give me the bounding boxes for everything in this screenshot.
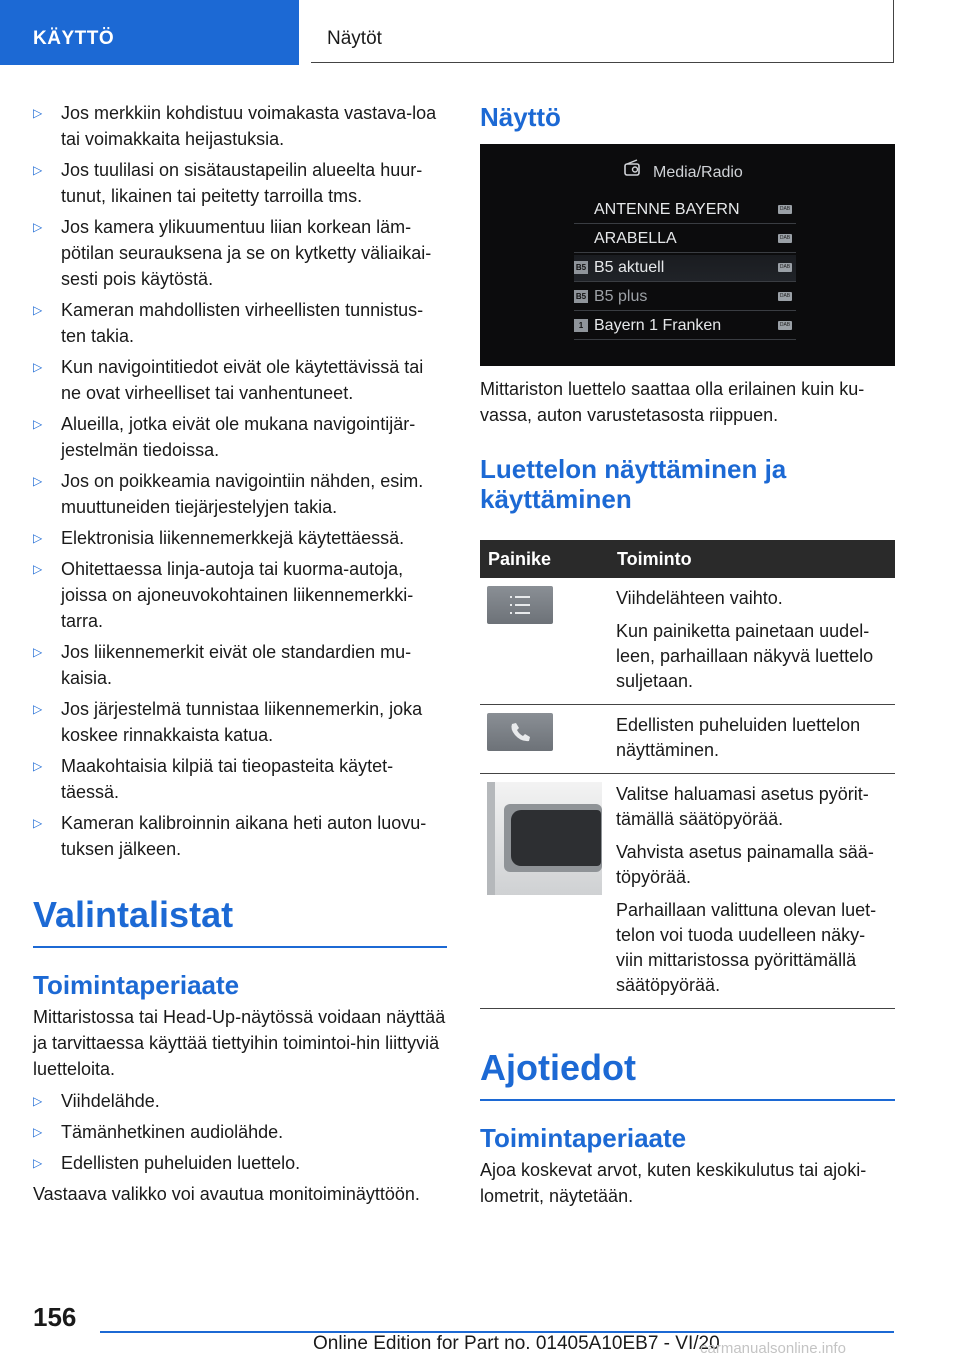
list-item [33,157,447,209]
station-label: Bayern 1 Franken [594,317,722,334]
bullet-triangle-icon: ▷ [33,645,43,659]
bullet-list-limitations [33,100,447,862]
outro-paragraph: Vastaava valikko voi avautua monitoiminäyttöön. [33,1184,420,1204]
list-item-text: Viihdelähde. [61,1091,160,1111]
bullet-triangle-icon: ▷ [33,562,43,576]
bullet-triangle-icon: ▷ [33,417,43,431]
edition-text: Online Edition for Part no. 01405A10EB7 - VI/20 [313,1333,720,1354]
list-item [33,411,447,463]
left-column [33,100,447,1213]
list-item-text: Ohitettaessa linja-autoja tai kuorma-autoja, joissa on ajoneuvokohtainen liikennemerkki-tarra. [61,559,414,631]
function-text: Valitse haluamasi asetus pyörit-tämällä säätöpyörää. [616,784,869,829]
intro-paragraph: Mittaristossa tai Head-Up-näytössä voidaan näyttää ja tarvittaessa käyttää tiettyihin toimintoi-hin liittyviä luetteloita. [33,1007,446,1079]
screen-list-row [574,226,796,253]
radio-icon [623,158,645,184]
list-item [33,1150,447,1176]
screen-title: Media/Radio [653,164,743,181]
list-item-text: Jos on poikkeamia navigointiin nähden, esim. muuttuneiden tiejärjestelyjen takia. [61,471,424,517]
station-logo: B5 [575,263,587,272]
function-text: Edellisten puheluiden luettelon näyttäminen. [616,715,861,760]
bullet-triangle-icon: ▷ [33,816,43,830]
list-item [33,1119,447,1145]
right-column [480,100,895,1215]
station-label: ANTENNE BAYERN [594,201,740,218]
dab-badge: DAB [779,264,791,270]
header-section-tab [0,0,299,65]
list-item [33,1088,447,1114]
screen-list-row [574,313,796,340]
instrument-screen-image [480,144,895,366]
heading-toimintaperiaate: Toimintaperiaate [33,970,240,1000]
list-item [33,696,447,748]
station-label: ARABELLA [594,230,677,247]
list-item [33,297,447,349]
bullet-triangle-icon: ▷ [33,1125,43,1139]
list-item-text: Edellisten puheluiden luettelo. [61,1153,301,1173]
bullet-triangle-icon: ▷ [33,303,43,317]
dab-badge: DAB [779,322,791,328]
list-item-text: Kameran mahdollisten virheellisten tunnistus-ten takia. [61,300,424,346]
table-row [480,578,895,705]
list-item-text: Jos kamera ylikuumentuu liian korkean läm-pötilan seurauksena ja se on kytketty väliaikai-sesti pois käytöstä. [61,217,432,289]
list-item [33,214,447,292]
list-item-text: Kun navigointitiedot eivät ole käytettävissä tai ne ovat virheelliset tai vanhentuneet. [61,357,424,403]
list-item-text: Elektronisia liikennemerkkejä käytettäessä. [61,528,405,548]
heading-valintalistat: Valintalistat [33,894,447,948]
table-header-painike: Painike [480,540,609,578]
list-item [33,639,447,691]
bullet-triangle-icon: ▷ [33,163,43,177]
watermark: carmanualsonline.info [700,1340,846,1357]
bullet-triangle-icon: ▷ [33,106,43,120]
heading-ajotiedot: Ajotiedot [480,1047,895,1101]
list-item-text: Tämänhetkinen audiolähde. [61,1122,284,1142]
list-item [33,810,447,862]
bullet-triangle-icon: ▷ [33,531,43,545]
bullet-triangle-icon: ▷ [33,702,43,716]
phone-icon [487,713,553,751]
bullet-triangle-icon: ▷ [33,360,43,374]
header-title: Näytöt [327,28,382,49]
list-item [33,100,447,152]
table-cell-function [609,578,895,705]
list-item [33,354,447,406]
bullet-triangle-icon: ▷ [33,1156,43,1170]
list-item [33,468,447,520]
list-item [33,525,447,551]
screen-list-row [574,284,796,311]
page-number: 156 [33,1302,77,1332]
dab-badge: DAB [779,206,791,212]
table-cell-icon [480,578,609,705]
list-item-text: Jos merkkiin kohdistuu voimakasta vastava-loa tai voimakkaita heijastuksia. [61,103,437,149]
list-item-text: Jos tuulilasi on sisätaustapeilin alueelta huur-tunut, likainen tai peitetty tarroilla tms. [61,160,423,206]
station-label: B5 plus [594,288,648,305]
button-function-table [480,540,895,1009]
list-item-text: Maakohtaisia kilpiä tai tieopasteita käytet-täessä. [61,756,394,802]
list-icon [487,586,553,624]
heading-naytto: Näyttö [480,102,561,132]
list-item [33,556,447,634]
ajotiedot-paragraph: Ajoa koskevat arvot, kuten keskikulutus tai ajoki-lometrit, näytetään. [480,1160,867,1206]
function-text: Vahvista asetus painamalla sää-töpyörää. [616,842,874,887]
heading-luettelo: Luettelon näyttäminen ja käyttäminen [480,454,787,514]
station-label: B5 aktuell [594,259,665,276]
thumbwheel-icon [487,782,602,895]
bullet-triangle-icon: ▷ [33,759,43,773]
list-item-text: Jos järjestelmä tunnistaa liikennemerkin, joka koskee rinnakkaista katua. [61,699,423,745]
header-title-box [311,0,894,63]
screen-list-row [574,255,796,282]
table-cell-icon [480,705,609,774]
list-item-text: Kameran kalibroinnin aikana heti auton luovu-tuksen jälkeen. [61,813,427,859]
bullet-triangle-icon: ▷ [33,220,43,234]
function-text: Viihdelähteen vaihto. [616,588,783,608]
station-logo: 1 [574,319,588,332]
table-cell-icon [480,774,609,1009]
table-cell-function [609,774,895,1009]
list-item-text: Alueilla, jotka eivät ole mukana navigointijär-jestelmän tiedoissa. [61,414,416,460]
function-text: Kun painiketta painetaan uudel-leen, parhaillaan näkyvä luettelo suljetaan. [616,621,874,691]
screen-list-row [574,197,796,224]
heading-toimintaperiaate-2: Toimintaperiaate [480,1123,687,1153]
function-text: Parhaillaan valittuna olevan luet-telon voi tuoda uudelleen näky-viin mittaristossa pyörittämällä säätöpyörää. [616,900,877,995]
bullet-triangle-icon: ▷ [33,1094,43,1108]
bullet-triangle-icon: ▷ [33,474,43,488]
screen-caption: Mittariston luettelo saattaa olla erilainen kuin ku-vassa, auton varustetasosta riippuen. [480,379,865,425]
table-row [480,705,895,774]
dab-badge: DAB [779,293,791,299]
table-row [480,774,895,1009]
list-item [33,753,447,805]
dab-badge: DAB [779,235,791,241]
station-logo: B5 [575,292,587,301]
header-section: KÄYTTÖ [33,28,115,49]
bullet-list-sources [33,1088,447,1176]
table-cell-function [609,705,895,774]
list-item-text: Jos liikennemerkit eivät ole standardien mu-kaisia. [61,642,412,688]
table-header-toiminto: Toiminto [609,540,895,578]
